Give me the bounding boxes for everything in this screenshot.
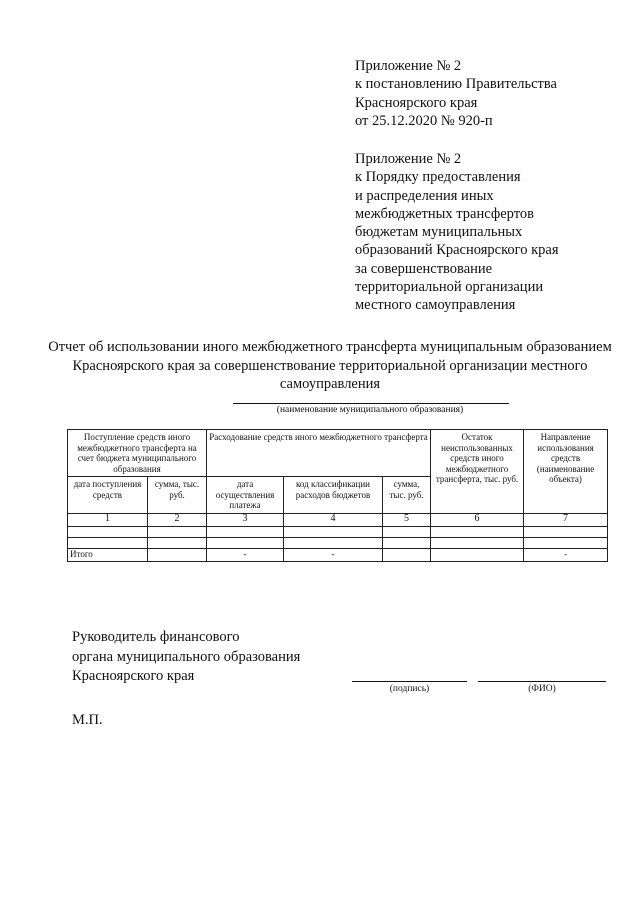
appendix-line: бюджетам муниципальных (355, 224, 523, 241)
total-cell: - (524, 548, 608, 561)
appendix-to-resolution (355, 57, 557, 130)
table-cell (383, 537, 431, 548)
header-direction: Направление использования средств (наименование объекта) (524, 430, 608, 514)
total-label: Итого (68, 548, 148, 561)
signatory-line: органа муниципального образования (72, 648, 301, 665)
table-cell (207, 537, 284, 548)
table-cell (68, 537, 148, 548)
subheader-spending-sum: сумма, тыс. руб. (383, 477, 431, 514)
table-cell (383, 526, 431, 537)
appendix-line: Приложение № 2 (355, 58, 462, 74)
table-cell (68, 526, 148, 537)
column-number: 6 (431, 513, 524, 526)
header-balance: Остаток неиспользованных средств иного межбюджетного трансферта, тыс. руб. (431, 430, 524, 514)
column-number: 1 (68, 513, 148, 526)
appendix-line: территориальной организации (355, 279, 544, 296)
column-number: 4 (284, 513, 383, 526)
column-number: 3 (207, 513, 284, 526)
column-number-row (68, 513, 608, 526)
appendix-line: межбюджетных трансфертов (355, 205, 534, 222)
table-cell (431, 526, 524, 537)
appendix-line: от 25.12.2020 № 920-п (355, 112, 493, 129)
table-cell (431, 537, 524, 548)
appendix-line: и распределения иных (355, 187, 494, 204)
signatory-block (72, 628, 300, 687)
report-table (67, 429, 608, 562)
signature-line (352, 681, 467, 682)
appendix-line: местного самоуправления (355, 297, 516, 314)
subheader-receipt-sum: сумма, тыс. руб. (148, 477, 207, 514)
table-cell (148, 526, 207, 537)
subheader-budget-code: код классификации расходов бюджетов (284, 477, 383, 514)
table-cell (284, 526, 383, 537)
signatory-line: Руководитель финансового (72, 629, 240, 645)
column-number: 2 (148, 513, 207, 526)
subheader-payment-date: дата осуществления платежа (207, 477, 284, 514)
total-cell (383, 548, 431, 561)
total-row (68, 548, 608, 561)
column-number: 7 (524, 513, 608, 526)
full-name-line (478, 681, 606, 682)
table-cell (207, 526, 284, 537)
header-spending: Расходование средств иного межбюджетного трансферта (207, 430, 431, 477)
appendix-line: к постановлению Правительства (355, 76, 557, 93)
appendix-line: к Порядку предоставления (355, 169, 521, 186)
header-receipt: Поступление средств иного межбюджетного трансферта на счет бюджета муниципального образования (68, 430, 207, 477)
table-header-row (68, 430, 608, 477)
total-cell (431, 548, 524, 561)
table-cell (148, 537, 207, 548)
appendix-line: образований Красноярского края (355, 242, 559, 259)
total-cell: - (207, 548, 284, 561)
total-cell: - (284, 548, 383, 561)
subheader-receipt-date: дата поступления средств (68, 477, 148, 514)
table-row (68, 526, 608, 537)
table-cell (284, 537, 383, 548)
appendix-line: Приложение № 2 (355, 151, 462, 167)
table-row (68, 537, 608, 548)
full-name-caption: (ФИО) (528, 684, 556, 694)
municipality-caption: (наименование муниципального образования) (276, 405, 464, 415)
appendix-line: Красноярского края (355, 94, 478, 111)
appendix-line: за совершенствование (355, 260, 493, 277)
report-title: Отчет об использовании иного межбюджетного трансферта муниципальным образованием Красноярского края за совершенствование территориальной организации местного самоуправления (48, 339, 612, 392)
appendix-to-procedure (355, 150, 559, 315)
table-cell (524, 526, 608, 537)
stamp-place: М.П. (72, 712, 103, 728)
total-cell (148, 548, 207, 561)
column-number: 5 (383, 513, 431, 526)
municipality-name-line (233, 403, 509, 404)
table-cell (524, 537, 608, 548)
signature-caption: (подпись) (389, 684, 430, 694)
signatory-line: Красноярского края (72, 668, 195, 684)
